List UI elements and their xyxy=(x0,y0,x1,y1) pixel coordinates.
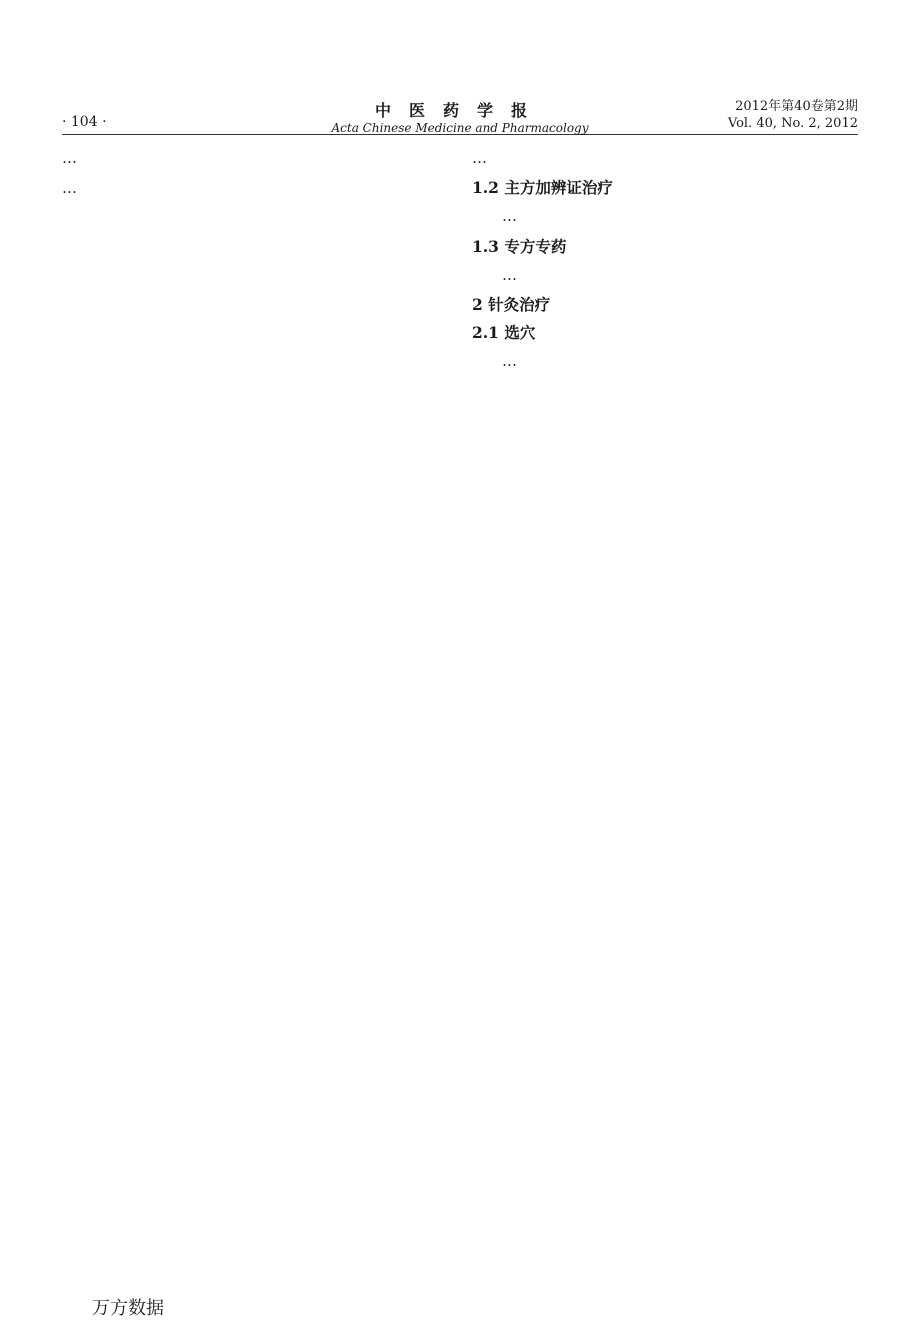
body-paragraph: … xyxy=(472,149,487,167)
body-paragraph: … xyxy=(62,149,77,167)
issue-cn: 2012年第40卷第2期 xyxy=(735,99,858,114)
body-paragraph: … xyxy=(502,352,517,371)
running-header xyxy=(62,98,858,135)
section-heading-2-1: 2.1 选穴 xyxy=(472,323,536,343)
section-heading-1-3: 1.3 专方专药 xyxy=(472,236,567,256)
body-paragraph: … xyxy=(502,207,517,226)
body-paragraph: … xyxy=(62,179,77,198)
right-column xyxy=(472,146,858,380)
section-heading-1-2: 1.2 主方加辨证治疗 xyxy=(472,178,613,198)
journal-title-en: Acta Chinese Medicine and Pharmacology xyxy=(331,121,589,135)
journal-title-cn: 中医药学报 xyxy=(374,101,545,120)
database-watermark: 万方数据 xyxy=(92,1298,164,1319)
section-heading-2: 2 针灸治疗 xyxy=(472,295,551,315)
issue-en: Vol. 40, No. 2, 2012 xyxy=(727,116,858,131)
body-paragraph: … xyxy=(502,265,517,284)
issue-info xyxy=(728,98,858,132)
left-column xyxy=(62,146,448,207)
page-number: · 104 · xyxy=(62,114,107,130)
